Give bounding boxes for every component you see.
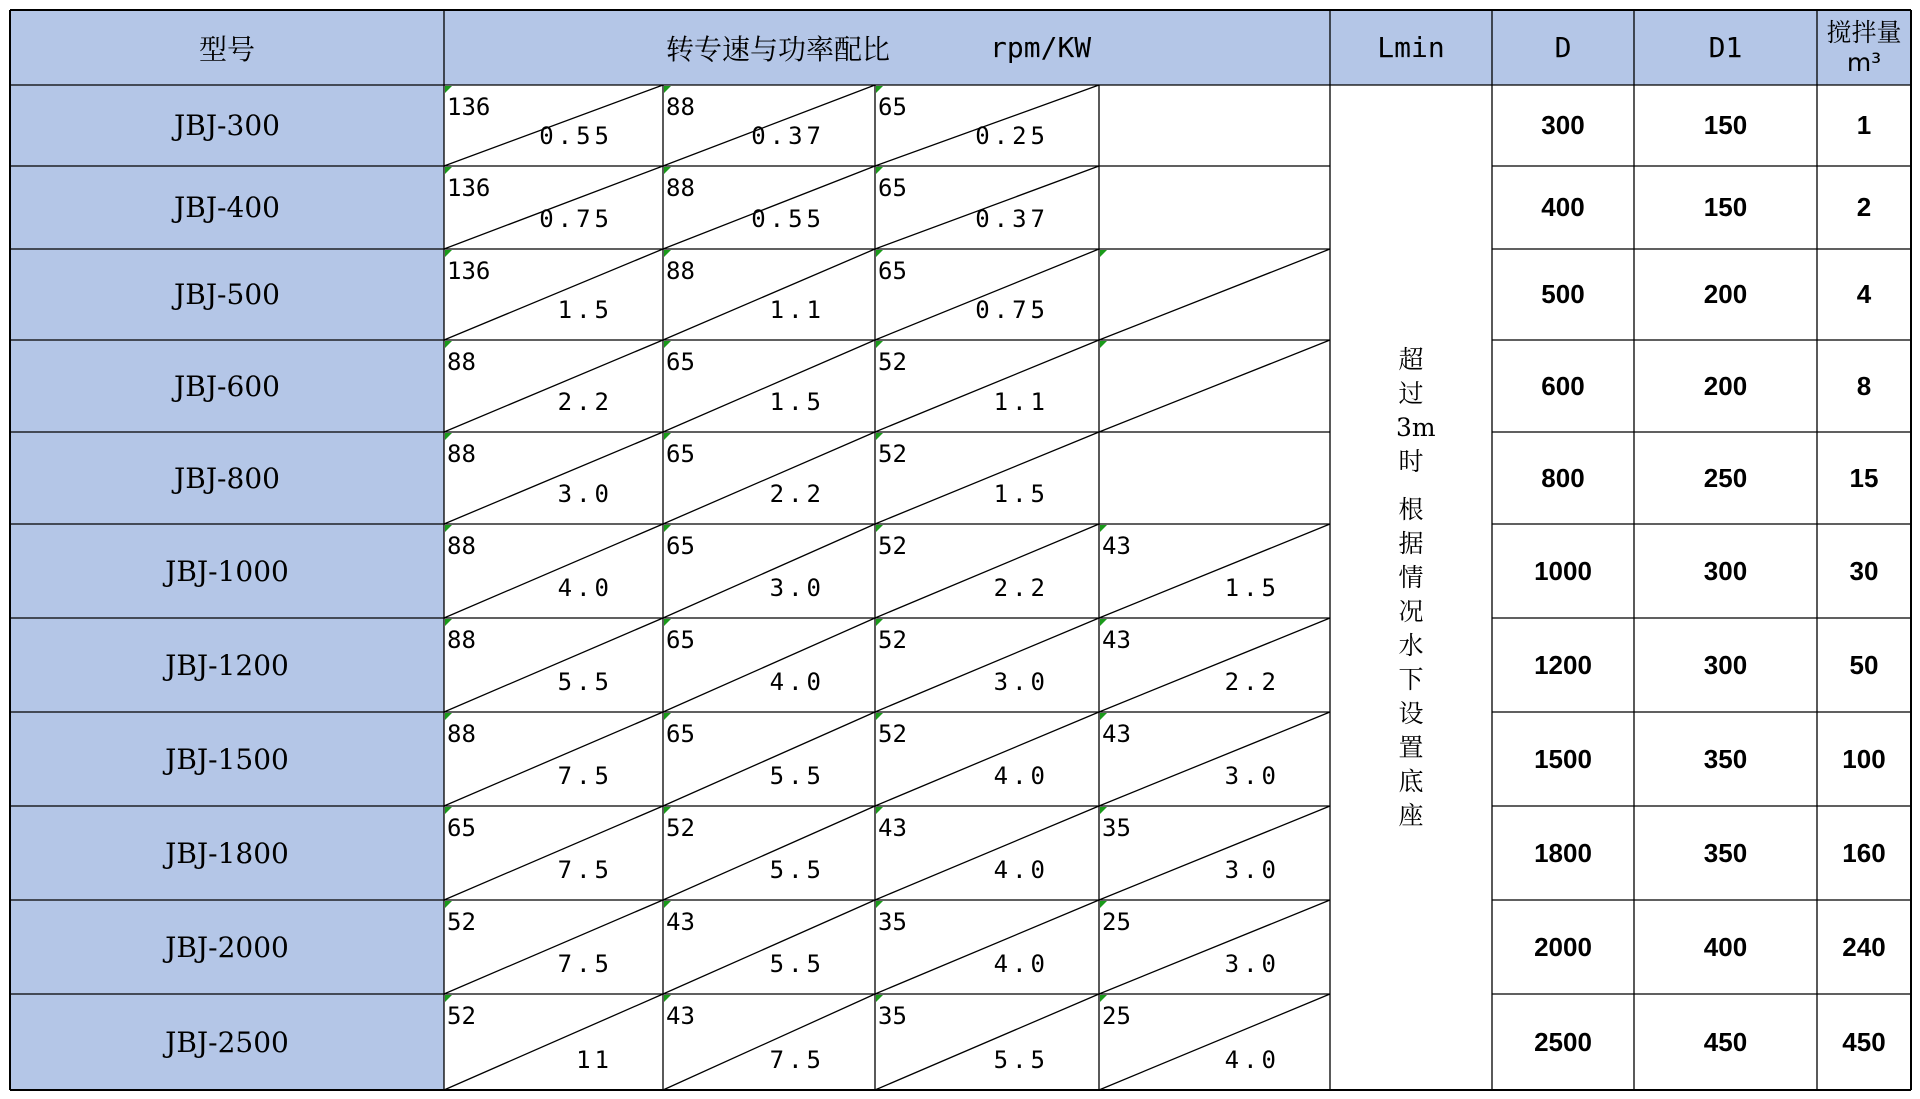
diagonal-line [1099,900,1330,994]
rpm-value: 43 [878,814,907,842]
rpm-value: 65 [666,626,695,654]
kw-value: 3.0 [993,668,1049,696]
diagonal-line [875,994,1099,1090]
rpm-value: 65 [666,348,695,376]
rpm-value: 43 [1102,720,1131,748]
d1-value: 350 [1703,837,1748,868]
model-cell: JBJ-500 [10,249,444,340]
stir-value: 15 [1849,462,1879,493]
diagonal-line [1099,524,1330,618]
kw-value: 5.5 [993,1046,1049,1074]
diagonal-line [1099,618,1330,712]
rpm-value: 35 [1102,814,1131,842]
rpm-value: 52 [878,532,907,560]
diagonal-line [444,166,663,249]
d-value: 800 [1541,462,1585,493]
kw-value: 2.2 [1224,668,1280,696]
diagonal-line [444,994,663,1090]
kw-value: 7.5 [769,1046,825,1074]
rpm-value: 88 [447,626,476,654]
diagonal-line [663,166,875,249]
diagonal-line [444,900,663,994]
note-char: 时 [1398,447,1424,476]
rpm-value: 52 [447,1002,476,1030]
diagonal-line [663,712,875,806]
note-char: 情 [1398,563,1424,592]
stir-value: 50 [1849,649,1879,680]
note-char: 3m [1396,413,1436,442]
kw-value: 4.0 [993,950,1049,978]
header-model: 型号 [10,10,444,85]
rpm-value: 65 [878,174,907,202]
diagonal-line [1099,994,1330,1090]
rpm-value: 65 [447,814,476,842]
kw-value: 1.5 [993,480,1049,508]
d-value: 2500 [1534,1026,1592,1057]
kw-value: 0.75 [975,296,1049,324]
kw-value: 1.5 [769,388,825,416]
rpm-value: 43 [666,908,695,936]
diagonal-line [663,994,875,1090]
kw-value: 2.2 [769,480,825,508]
rpm-value: 52 [878,348,907,376]
kw-value: 4.0 [993,856,1049,884]
kw-value: 7.5 [557,950,613,978]
header-unit-label: rpm/KW [990,31,1092,64]
kw-value: 4.0 [769,668,825,696]
d-value: 1200 [1534,649,1592,680]
note-char: 况 [1398,597,1424,626]
diagonal-line [875,432,1099,524]
kw-value: 5.5 [557,668,613,696]
rpm-value: 88 [666,93,695,121]
d-value: 600 [1541,370,1585,401]
kw-value: 0.55 [751,205,825,233]
d1-value: 300 [1703,649,1748,680]
d-value: 300 [1541,110,1585,140]
rpm-value: 65 [878,257,907,285]
diagonal-line [1099,806,1330,900]
kw-value: 0.37 [975,205,1049,233]
kw-value: 5.5 [769,762,825,790]
diagonal-line [663,900,875,994]
diagonal-line [663,806,875,900]
rpm-value: 35 [878,908,907,936]
diagonal-line [875,806,1099,900]
kw-value: 5.5 [769,950,825,978]
rpm-value: 43 [666,1002,695,1030]
stir-value: 2 [1856,192,1872,222]
d1-value: 300 [1703,555,1748,586]
stir-value: 4 [1856,279,1872,309]
d1-value: 400 [1703,931,1748,962]
note-char: 底 [1398,767,1424,796]
diagonal-line [875,900,1099,994]
rpm-value: 136 [447,257,491,285]
kw-value: 7.5 [557,762,613,790]
stir-value: 1 [1856,110,1872,140]
kw-value: 11 [576,1046,613,1074]
note-char: 置 [1398,733,1424,762]
model-cell: JBJ-1000 [10,524,444,618]
rpm-value: 52 [878,720,907,748]
d-value: 2000 [1534,931,1592,962]
note-char: 水 [1398,631,1424,660]
diagonal-line [444,340,663,432]
header-lmin: Lmin [1330,10,1492,85]
rpm-value: 25 [1102,1002,1131,1030]
kw-value: 4.0 [1224,1046,1280,1074]
d-value: 1000 [1534,555,1592,586]
rpm-value: 52 [666,814,695,842]
diagonal-line [444,85,663,166]
rpm-value: 65 [666,532,695,560]
d1-value: 150 [1703,110,1748,140]
kw-value: 0.37 [751,122,825,150]
rpm-value: 52 [447,908,476,936]
kw-value: 3.0 [557,480,613,508]
rpm-value: 136 [447,93,491,121]
model-cell: JBJ-300 [10,85,444,166]
kw-value: 3.0 [1224,950,1280,978]
d-value: 500 [1541,279,1585,309]
diagonal-line [444,806,663,900]
rpm-value: 88 [666,257,695,285]
model-cell: JBJ-800 [10,432,444,524]
kw-value: 5.5 [769,856,825,884]
rpm-value: 88 [666,174,695,202]
kw-value: 1.5 [557,296,613,324]
model-cell: JBJ-1200 [10,618,444,712]
kw-value: 1.5 [1224,574,1280,602]
kw-value: 1.1 [993,388,1049,416]
diagonal-line [1099,712,1330,806]
header-d: D [1492,10,1634,85]
diagonal-line [875,85,1099,166]
d1-value: 200 [1703,370,1748,401]
rpm-value: 35 [878,1002,907,1030]
stir-value: 30 [1849,555,1879,586]
diagonal-line [875,340,1099,432]
kw-value: 4.0 [557,574,613,602]
d1-value: 350 [1703,743,1748,774]
kw-value: 2.2 [993,574,1049,602]
note-char: 设 [1398,699,1424,728]
d-value: 400 [1541,192,1585,222]
model-cell: JBJ-1800 [10,806,444,900]
diagonal-line [663,85,875,166]
diagonal-line [1099,340,1330,432]
stir-value: 160 [1842,837,1886,868]
kw-value: 2.2 [557,388,613,416]
rpm-value: 88 [447,440,476,468]
diagonal-line [444,618,663,712]
d-value: 1800 [1534,837,1592,868]
kw-value: 7.5 [557,856,613,884]
kw-value: 0.25 [975,122,1049,150]
rpm-value: 43 [1102,626,1131,654]
d1-value: 450 [1703,1026,1748,1057]
rpm-value: 136 [447,174,491,202]
diagonal-line [663,340,875,432]
diagonal-line [1099,249,1330,340]
rpm-value: 52 [878,440,907,468]
rpm-value: 88 [447,532,476,560]
diagonal-line [875,249,1099,340]
diagonal-line [875,524,1099,618]
note-char: 据 [1398,529,1424,558]
d1-value: 150 [1703,192,1748,222]
stir-value: 8 [1856,370,1872,401]
header-ratio-label: 转专速与功率配比 [666,32,891,66]
rpm-value: 25 [1102,908,1131,936]
rpm-value: 88 [447,720,476,748]
diagonal-line [444,432,663,524]
rpm-value: 65 [666,720,695,748]
note-char: 超 [1398,345,1424,374]
d1-value: 250 [1703,462,1748,493]
model-cell: JBJ-600 [10,340,444,432]
diagonal-line [875,712,1099,806]
rpm-value: 43 [1102,532,1131,560]
diagonal-line [875,618,1099,712]
diagonal-line [663,432,875,524]
kw-value: 4.0 [993,762,1049,790]
note-char: 根 [1398,495,1424,524]
stir-value: 240 [1842,931,1886,962]
rpm-value: 52 [878,626,907,654]
rpm-value: 88 [447,348,476,376]
stir-value: 100 [1842,743,1886,774]
diagonal-line [444,524,663,618]
diagonal-line [663,524,875,618]
header-d1: D1 [1634,10,1817,85]
model-cell: JBJ-2000 [10,900,444,994]
diagonal-line [875,166,1099,249]
diagonal-line [663,249,875,340]
rpm-value: 65 [878,93,907,121]
d1-value: 200 [1703,279,1748,309]
kw-value: 1.1 [769,296,825,324]
note-char: 座 [1398,801,1424,830]
model-cell: JBJ-400 [10,166,444,249]
note-char: 过 [1398,379,1424,408]
kw-value: 3.0 [1224,856,1280,884]
kw-value: 0.55 [539,122,613,150]
diagonal-line [663,618,875,712]
d-value: 1500 [1534,743,1592,774]
diagonal-line [444,249,663,340]
rpm-value: 65 [666,440,695,468]
kw-value: 3.0 [1224,762,1280,790]
note-char: 下 [1398,665,1424,694]
stir-value: 450 [1842,1026,1886,1057]
model-cell: JBJ-1500 [10,712,444,806]
kw-value: 3.0 [769,574,825,602]
diagonal-line [444,712,663,806]
model-cell: JBJ-2500 [10,994,444,1090]
kw-value: 0.75 [539,205,613,233]
header-stir: 搅拌量m³ [1817,10,1911,85]
